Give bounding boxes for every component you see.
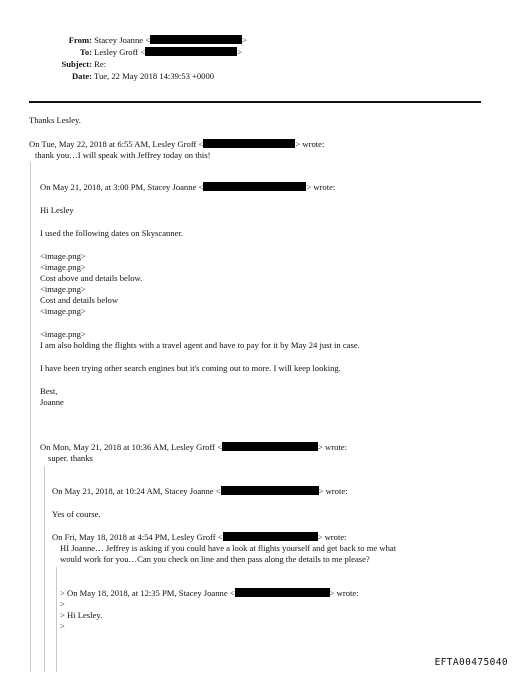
from-value: Stacey Joanne < [94,35,151,45]
from-label: From: [68,35,92,45]
q6-line: > [60,621,65,631]
quote6-header-text: > On May 18, 2018, at 12:35 PM, Stacey Joanne < [60,588,235,598]
q2-line: Cost above and details below. [40,273,143,283]
q2-line: Joanne [40,397,64,407]
quote-bar-2 [44,466,45,672]
quote5-header-text: On Fri, May 18, 2018 at 4:54 PM, Lesley Groff < [52,532,223,542]
quote4-header [52,486,348,497]
redaction-bar [222,442,318,451]
to-end: > [237,47,242,57]
quote2-header-text: On May 21, 2018, at 3:00 PM, Stacey Joanne < [40,182,204,192]
q2-line: I have been trying other search engines but it's coming out to more. I will keep looking. [40,363,341,373]
q2-line: <image.png> [40,329,86,339]
q6-line: > [60,599,65,609]
q2-line: <image.png> [40,251,86,261]
quote6-wrote: > wrote: [329,588,359,598]
document-id: EFTA00475040 [434,657,508,668]
to-row [22,47,242,58]
q2-line: <image.png> [40,306,86,316]
quote-bar-3 [56,567,57,672]
quote3-text: super. thanks [48,453,93,463]
q2-line: <image.png> [40,284,86,294]
thanks-line: Thanks Lesley. [29,115,81,125]
quote1-header [29,139,324,150]
q6-line: > Hi Lesley. [60,610,103,620]
to-value: Lesley Groff < [94,47,146,57]
quote4-text: Yes of course. [52,509,101,519]
quote-bar-1 [30,162,31,672]
quote5-header [52,532,347,543]
redaction-bar [235,588,330,597]
date-value: Tue, 22 May 2018 14:39:53 +0000 [94,71,215,81]
quote1-header-text: On Tue, May 22, 2018 at 6:55 AM, Lesley Groff < [29,139,204,149]
from-end: > [242,35,247,45]
quote4-header-text: On May 21, 2018, at 10:24 AM, Stacey Joanne < [52,486,221,496]
redaction-bar [203,139,295,148]
q5-line: would work for you…Can you check on line and then pass along the details to me please? [60,554,370,564]
from-row [22,35,247,46]
subject-row [22,59,106,70]
q2-line: Hi Lesley [40,205,74,215]
quote1-text: thank you…I will speak with Jeffrey today on this! [35,150,211,160]
quote3-header [40,442,347,453]
date-label: Date: [71,71,92,81]
q2-line: Best, [40,386,58,396]
quote6-header [60,588,359,599]
quote2-wrote: > wrote: [306,182,336,192]
q5-line: HI Joanne… Jeffrey is asking if you could have a look at flights yourself and get back to me what [60,543,397,553]
q2-line: I used the following dates on Skyscanner. [40,228,183,238]
subject-label: Subject: [61,59,92,69]
date-row [22,71,214,82]
redaction-bar [221,486,319,495]
quote5-wrote: > wrote: [317,532,347,542]
redaction-bar [145,47,237,56]
quote3-header-text: On Mon, May 21, 2018 at 10:36 AM, Lesley Groff < [40,442,223,452]
q2-line: <image.png> [40,262,86,272]
redaction-bar [203,182,306,191]
header-divider [29,101,481,103]
subject-value: Re: [94,59,107,69]
q2-line: I am also holding the flights with a travel agent and have to pay for it by May 24 just in case. [40,340,360,350]
quote4-wrote: > wrote: [318,486,348,496]
quote2-header [40,182,335,193]
to-label: To: [79,47,92,57]
redaction-bar [223,532,318,541]
redaction-bar [150,35,242,44]
quote3-wrote: > wrote: [318,442,347,452]
quote1-wrote: > wrote: [295,139,325,149]
q2-line: Cost and details below [40,295,119,305]
